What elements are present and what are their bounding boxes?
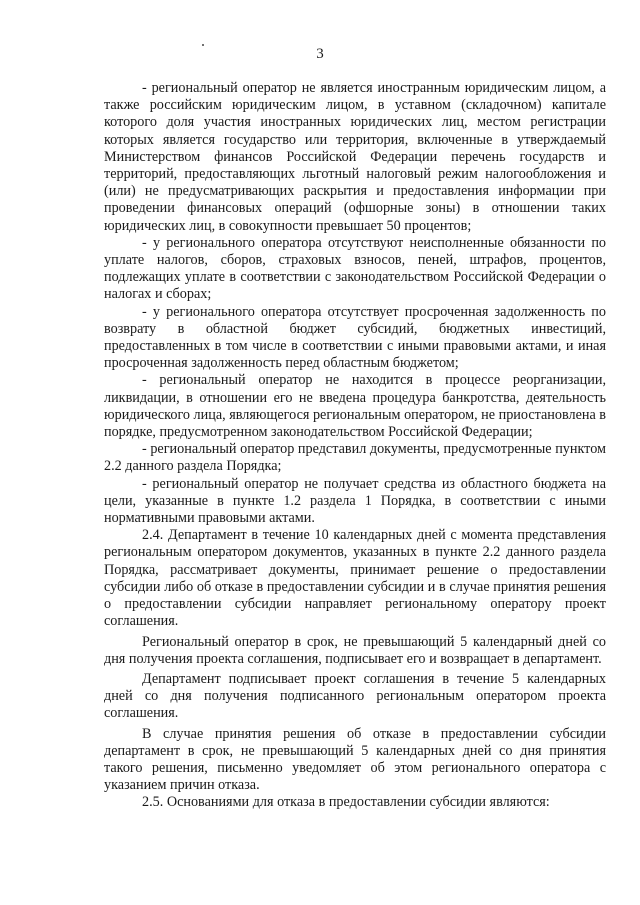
paragraph-refusal-notice: В случае принятия решения об отказе в предоставлении субсидии департамент в срок, не превышающий 5 календарных дней со дня принятия такого решения, письменно уведомляет об этом регионального оператора с указанием причин отказа. <box>104 725 606 794</box>
paragraph-no-other-funds: - региональный оператор не получает средства из областного бюджета на цели, указанные в пункте 1.2 раздела 1 Порядка, в соответствии с иными нормативными правовыми актами. <box>104 475 606 527</box>
paragraph-reorganization: - региональный оператор не находится в процессе реорганизации, ликвидации, в отношении его не введена процедура банкротства, деятельность юридического лица, являющегося региональным оператором, не приостановлена в порядке, предусмотренном законодательством Российской Федерации; <box>104 372 607 441</box>
paragraph-tax-obligations: - у регионального оператора отсутствуют неисполненные обязанности по уплате налогов, сборов, страховых взносов, пеней, штрафов, процентов, подлежащих уплате в соответствии с законодательством Российской Федерации о налогах и сборах; <box>104 234 606 303</box>
paragraph-department-signs: Департамент подписывает проект соглашения в течение 5 календарных дней со дня получения подписанного региональным оператором проекта соглашения. <box>104 670 606 722</box>
paragraph-2-4: 2.4. Департамент в течение 10 календарных дней с момента представления региональным оператором документов, указанных в пункте 2.2 данного раздела Порядка, рассматривает документы, принимает решение о предоставлении субсидии либо об отказе в предоставлении субсидии и в случае принятия решения о предоставлении субсидии направляет региональному оператору проект соглашения. <box>104 527 606 630</box>
paragraph-documents-submitted: - региональный оператор представил документы, предусмотренные пунктом 2.2 данного раздела Порядка; <box>104 441 606 475</box>
page-number: 3 <box>316 46 324 62</box>
document-body <box>104 80 606 812</box>
paragraph-foreign-entity: - региональный оператор не является иностранным юридическим лицом, а также российским юридическим лицом, в уставном (складочном) капитале которого доля участия иностранных юридических лиц, местом регистрации которых является государство или территория, включенные в утверждаемый Министерством финансов Российской Федерации перечень государств и территорий, предоставляющих льготный налоговый режим налогообложения и (или) не предусматривающих раскрытия и предоставления информации при проведении финансовых операций (офшорные зоны) в отношении таких юридических лиц, в совокупности превышает 50 процентов; <box>104 80 606 234</box>
paragraph-operator-signs: Региональный оператор в срок, не превышающий 5 календарный дней со дня получения проекта соглашения, подписывает его и возвращает в департамент. <box>104 633 606 667</box>
paragraph-2-5: 2.5. Основаниями для отказа в предоставлении субсидии являются: <box>142 794 550 811</box>
paragraph-overdue-debt: - у регионального оператора отсутствует просроченная задолженность по возврату в областной бюджет субсидий, бюджетных инвестиций, предоставленных в том числе в соответствии с иными правовыми актами, и иная просроченная задолженность перед областным бюджетом; <box>104 303 606 372</box>
